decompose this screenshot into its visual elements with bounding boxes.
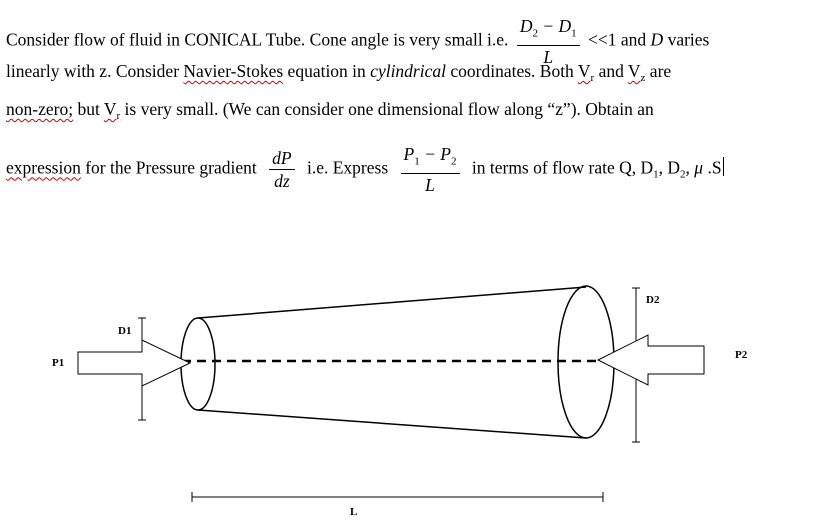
spellcheck-word: non-zero;	[6, 99, 74, 119]
velocity-vz: $V_z$	[627, 61, 646, 84]
label-d2: D2	[646, 294, 660, 306]
problem-line-2: linearly with z. Consider Navier-Stokes equation in cylindrical coordinates. Both $V_r$ and $V_z$ are	[6, 61, 672, 84]
velocity-vr: $V_r$	[577, 61, 595, 84]
spellcheck-word: expression	[6, 157, 81, 178]
problem-line-4: expression for the Pressure gradient $\frac{dP}{dz}$ i.e. Express $\frac{P_1 - P_2}{L}$ in terms of flow rate Q, $D_1$, $D_2$, μ .S	[6, 144, 722, 195]
spellcheck-word: Navier-Stokes	[183, 61, 284, 81]
fraction-cone-angle: $\frac{D_2 - D_1}{L}$	[517, 16, 580, 67]
variable-d: D	[650, 29, 664, 50]
text-segment: varies	[663, 29, 710, 50]
velocity-vr: $V_r$	[103, 99, 121, 122]
label-l: L	[350, 506, 358, 518]
p1-arrow	[78, 340, 190, 386]
fraction-pressure-gradient: $\frac{dP}{dz}$	[269, 148, 294, 191]
label-p2: P2	[735, 349, 748, 361]
cone-bottom-edge	[198, 410, 586, 438]
label-p1: P1	[52, 357, 65, 369]
mu-symbol: μ	[694, 157, 704, 178]
fraction-pressure-drop: $\frac{P_1 - P_2}{L}$	[401, 144, 460, 195]
text-segment: Consider flow of fluid in CONICAL Tube. Cone angle is very small i.e.	[6, 29, 509, 50]
label-d1: D1	[118, 325, 132, 337]
text-segment: <<1 and	[588, 29, 651, 50]
problem-line-3: non-zero; but $V_r$ is very small. (We can consider one dimensional flow along “z”). Obtain an	[6, 99, 654, 122]
cone-top-edge	[198, 287, 586, 318]
